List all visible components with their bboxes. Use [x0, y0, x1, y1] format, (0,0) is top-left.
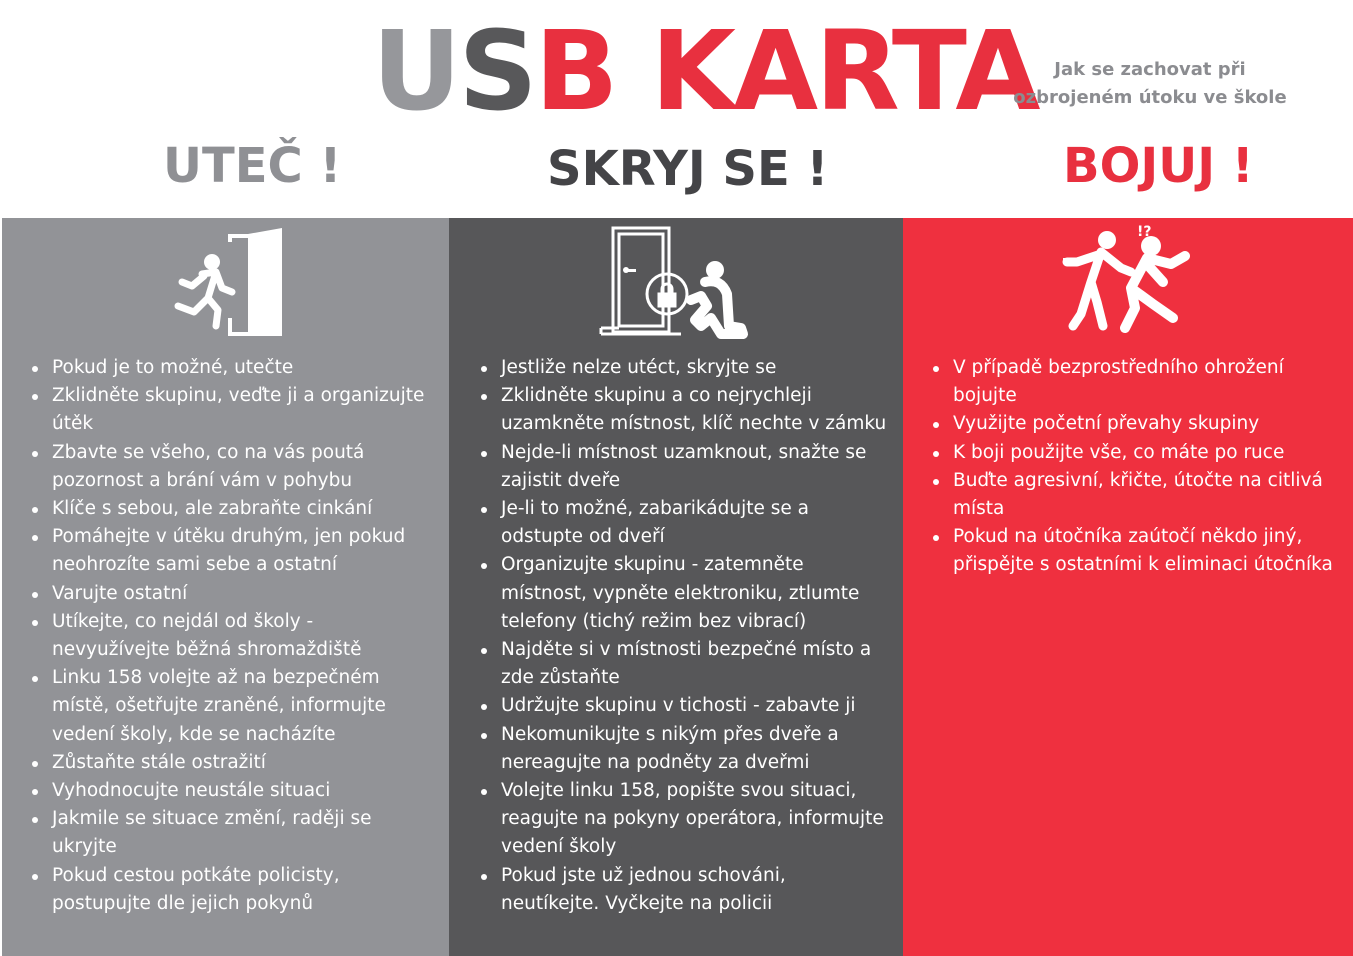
subtitle: [1012, 56, 1288, 112]
list-hide: [481, 354, 887, 918]
list-item: K boji použijte vše, co máte po ruce: [933, 439, 1333, 467]
subtitle-line-1: Jak se zachovat při: [1054, 59, 1246, 80]
title-letter-u: U: [372, 7, 459, 135]
heading-hide: SKRYJ SE !: [547, 141, 829, 197]
list-item: Pokud jste už jednou schováni, neutíkejte. Vyčkejte na policii: [481, 862, 887, 918]
list-item: Buďte agresivní, křičte, útočte na citlivá místa: [933, 467, 1333, 523]
page-title: [372, 6, 1037, 136]
list-item: Zklidněte skupinu, veďte ji a organizujte útěk: [32, 382, 432, 438]
list-item: Nekomunikujte s nikým přes dveře a nereagujte na podněty za dveřmi: [481, 721, 887, 777]
list-item: Utíkejte, co nejdál od školy - nevyužívejte běžná shromaždiště: [32, 608, 432, 664]
list-item: Využijte početní převahy skupiny: [933, 410, 1333, 438]
subtitle-line-2: ozbrojeném útoku ve škole: [1013, 87, 1287, 108]
list-item: Varujte ostatní: [32, 580, 432, 608]
list-item: Zbavte se všeho, co na vás poutá pozornost a brání vám v pohybu: [32, 439, 432, 495]
svg-text:!?: !?: [1137, 224, 1152, 240]
list-item: Najděte si v místnosti bezpečné místo a zde zůstaňte: [481, 636, 887, 692]
list-run: [32, 354, 432, 918]
list-item: Zůstaňte stále ostražití: [32, 749, 432, 777]
title-letter-s: S: [458, 7, 535, 135]
list-item: Pomáhejte v útěku druhým, jen pokud neohrozíte sami sebe a ostatní: [32, 523, 432, 579]
running-exit-icon: [170, 222, 285, 340]
list-item: Nejde-li místnost uzamknout, snažte se zajistit dveře: [481, 439, 887, 495]
list-item: Organizujte skupinu - zatemněte místnost, vypněte elektroniku, ztlumte telefony (tichý režim bez vibrací): [481, 551, 887, 636]
list-item: V případě bezprostředního ohrožení bojujte: [933, 354, 1333, 410]
list-item: Volejte linku 158, popište svou situaci, reagujte na pokyny operátora, informujte vedení školy: [481, 777, 887, 862]
title-rest: B KARTA: [534, 7, 1038, 135]
list-item: Klíče s sebou, ale zabraňte cinkání: [32, 495, 432, 523]
list-item: Pokud je to možné, utečte: [32, 354, 432, 382]
fight-attacker-icon: [1061, 222, 1191, 334]
column-hide: [449, 218, 903, 956]
list-item: Zklidněte skupinu a co nejrychleji uzamkněte místnost, klíč nechte v zámku: [481, 382, 887, 438]
column-fight: [903, 218, 1353, 956]
list-item: Je-li to možné, zabarikádujte se a odstupte od dveří: [481, 495, 887, 551]
list-item: Pokud na útočníka zaútočí někdo jiný, přispějte s ostatními k eliminaci útočníka: [933, 523, 1333, 579]
heading-run: UTEČ !: [163, 138, 342, 194]
column-run: [2, 218, 449, 956]
list-item: Pokud cestou potkáte policisty, postupujte dle jejich pokynů: [32, 862, 432, 918]
list-fight: [933, 354, 1333, 580]
list-item: Udržujte skupinu v tichosti - zabavte ji: [481, 692, 887, 720]
heading-fight: BOJUJ !: [1063, 138, 1254, 194]
list-item: Vyhodnocujte neustále situaci: [32, 777, 432, 805]
list-item: Jestliže nelze utéct, skryjte se: [481, 354, 887, 382]
locked-door-hide-icon: [597, 222, 753, 342]
list-item: Linku 158 volejte až na bezpečném místě, ošetřujte zraněné, informujte vedení školy, kde se nacházíte: [32, 664, 432, 749]
list-item: Jakmile se situace změní, raději se ukryjte: [32, 805, 432, 861]
